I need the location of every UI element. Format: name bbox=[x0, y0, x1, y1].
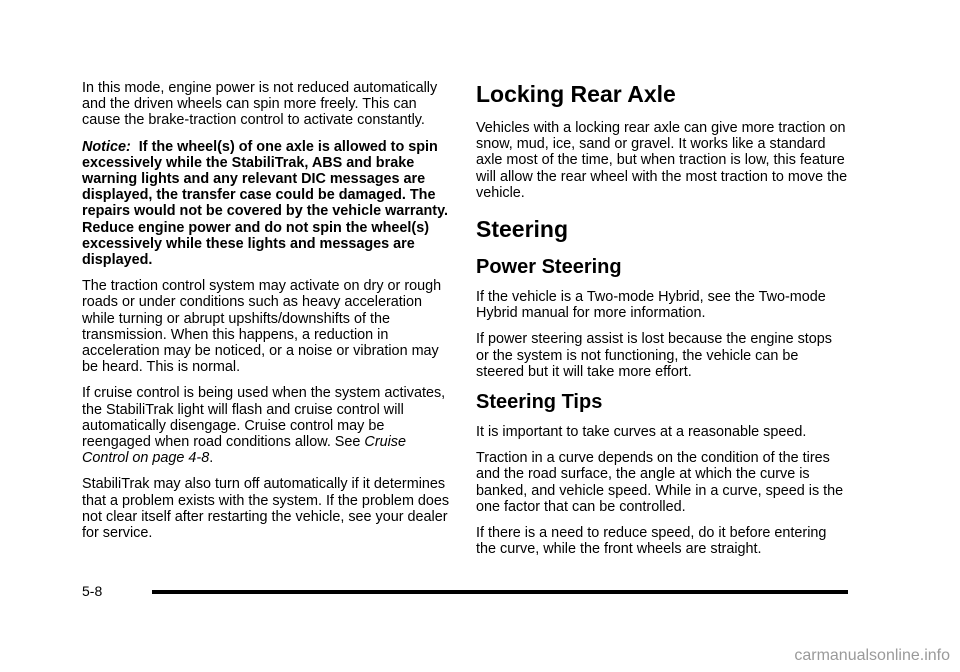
heading-steering: Steering bbox=[476, 216, 569, 243]
cruise-text: If cruise control is being used when the system activates, the StabiliTrak light will flash and cruise control will automatically disengage. Cruise control may be reengaged when road conditions allow. See bbox=[82, 385, 446, 451]
paragraph-traction-activate: The traction control system may activate on dry or rough roads or under conditions such as heavy acceleration while turning or abrupt upshifts/downshifts of the transmission. When this happens, a reduction in acceleration may be noticed, or a noise or vibration may be heard. This is normal. bbox=[82, 278, 442, 376]
heading-locking-rear-axle: Locking Rear Axle bbox=[476, 81, 676, 107]
footer-rule bbox=[152, 590, 848, 594]
cruise-text-end: . bbox=[209, 450, 214, 467]
paragraph-tips-reduce-speed: If there is a need to reduce speed, do it before entering the curve, while the front wheels are straight. bbox=[476, 525, 827, 558]
heading-power-steering: Power Steering bbox=[476, 256, 622, 279]
page-number: 5-8 bbox=[82, 583, 103, 599]
right-column bbox=[476, 80, 848, 567]
left-column bbox=[82, 80, 450, 551]
notice-text: If the wheel(s) of one axle is allowed to spin excessively while the StabiliTrak, ABS and brake warning lights and any relevant DIC messages are displayed, the transfer case could be damaged. The repairs would not be covered by the vehicle warranty. Reduce engine power and do not spin the wheel(s) excessively while these lights and messages are displayed. bbox=[82, 138, 449, 269]
paragraph-engine-power: In this mode, engine power is not reduced automatically and the driven wheels can spin more freely. This can cause the brake-traction control to activate constantly. bbox=[82, 80, 438, 129]
paragraph-stabilitrak-off: StabiliTrak may also turn off automatically if it determines that a problem exists with the system. If the problem does not clear itself after restarting the vehicle, see your dealer for service. bbox=[82, 476, 450, 542]
paragraph-cruise-control bbox=[82, 385, 450, 466]
paragraph-tips-traction: Traction in a curve depends on the condition of the tires and the road surface, the angle at which the curve is banked, and vehicle speed. While in a curve, speed is the one factor that can be controlled. bbox=[476, 450, 844, 515]
paragraph-power-steering-hybrid: If the vehicle is a Two-mode Hybrid, see the Two-mode Hybrid manual for more information. bbox=[476, 289, 826, 322]
notice-paragraph bbox=[82, 139, 450, 269]
paragraph-locking-rear-axle: Vehicles with a locking rear axle can give more traction on snow, mud, ice, sand or gravel. It works like a standard axle most of the time, but when traction is low, this feature will allow the rear wheel with the most traction to move the vehicle. bbox=[476, 120, 848, 201]
watermark: carmanualsonline.info bbox=[794, 647, 950, 664]
paragraph-tips-speed: It is important to take curves at a reasonable speed. bbox=[476, 424, 807, 441]
cruise-control-reference-link[interactable]: Cruise Control on page 4-8 bbox=[82, 434, 407, 467]
page-footer bbox=[82, 582, 848, 602]
heading-steering-tips: Steering Tips bbox=[476, 391, 603, 414]
paragraph-power-steering-lost: If power steering assist is lost because the engine stops or the system is not functioning, the vehicle can be steered but it will take more effort. bbox=[476, 331, 832, 380]
notice-label: Notice: bbox=[82, 138, 131, 155]
